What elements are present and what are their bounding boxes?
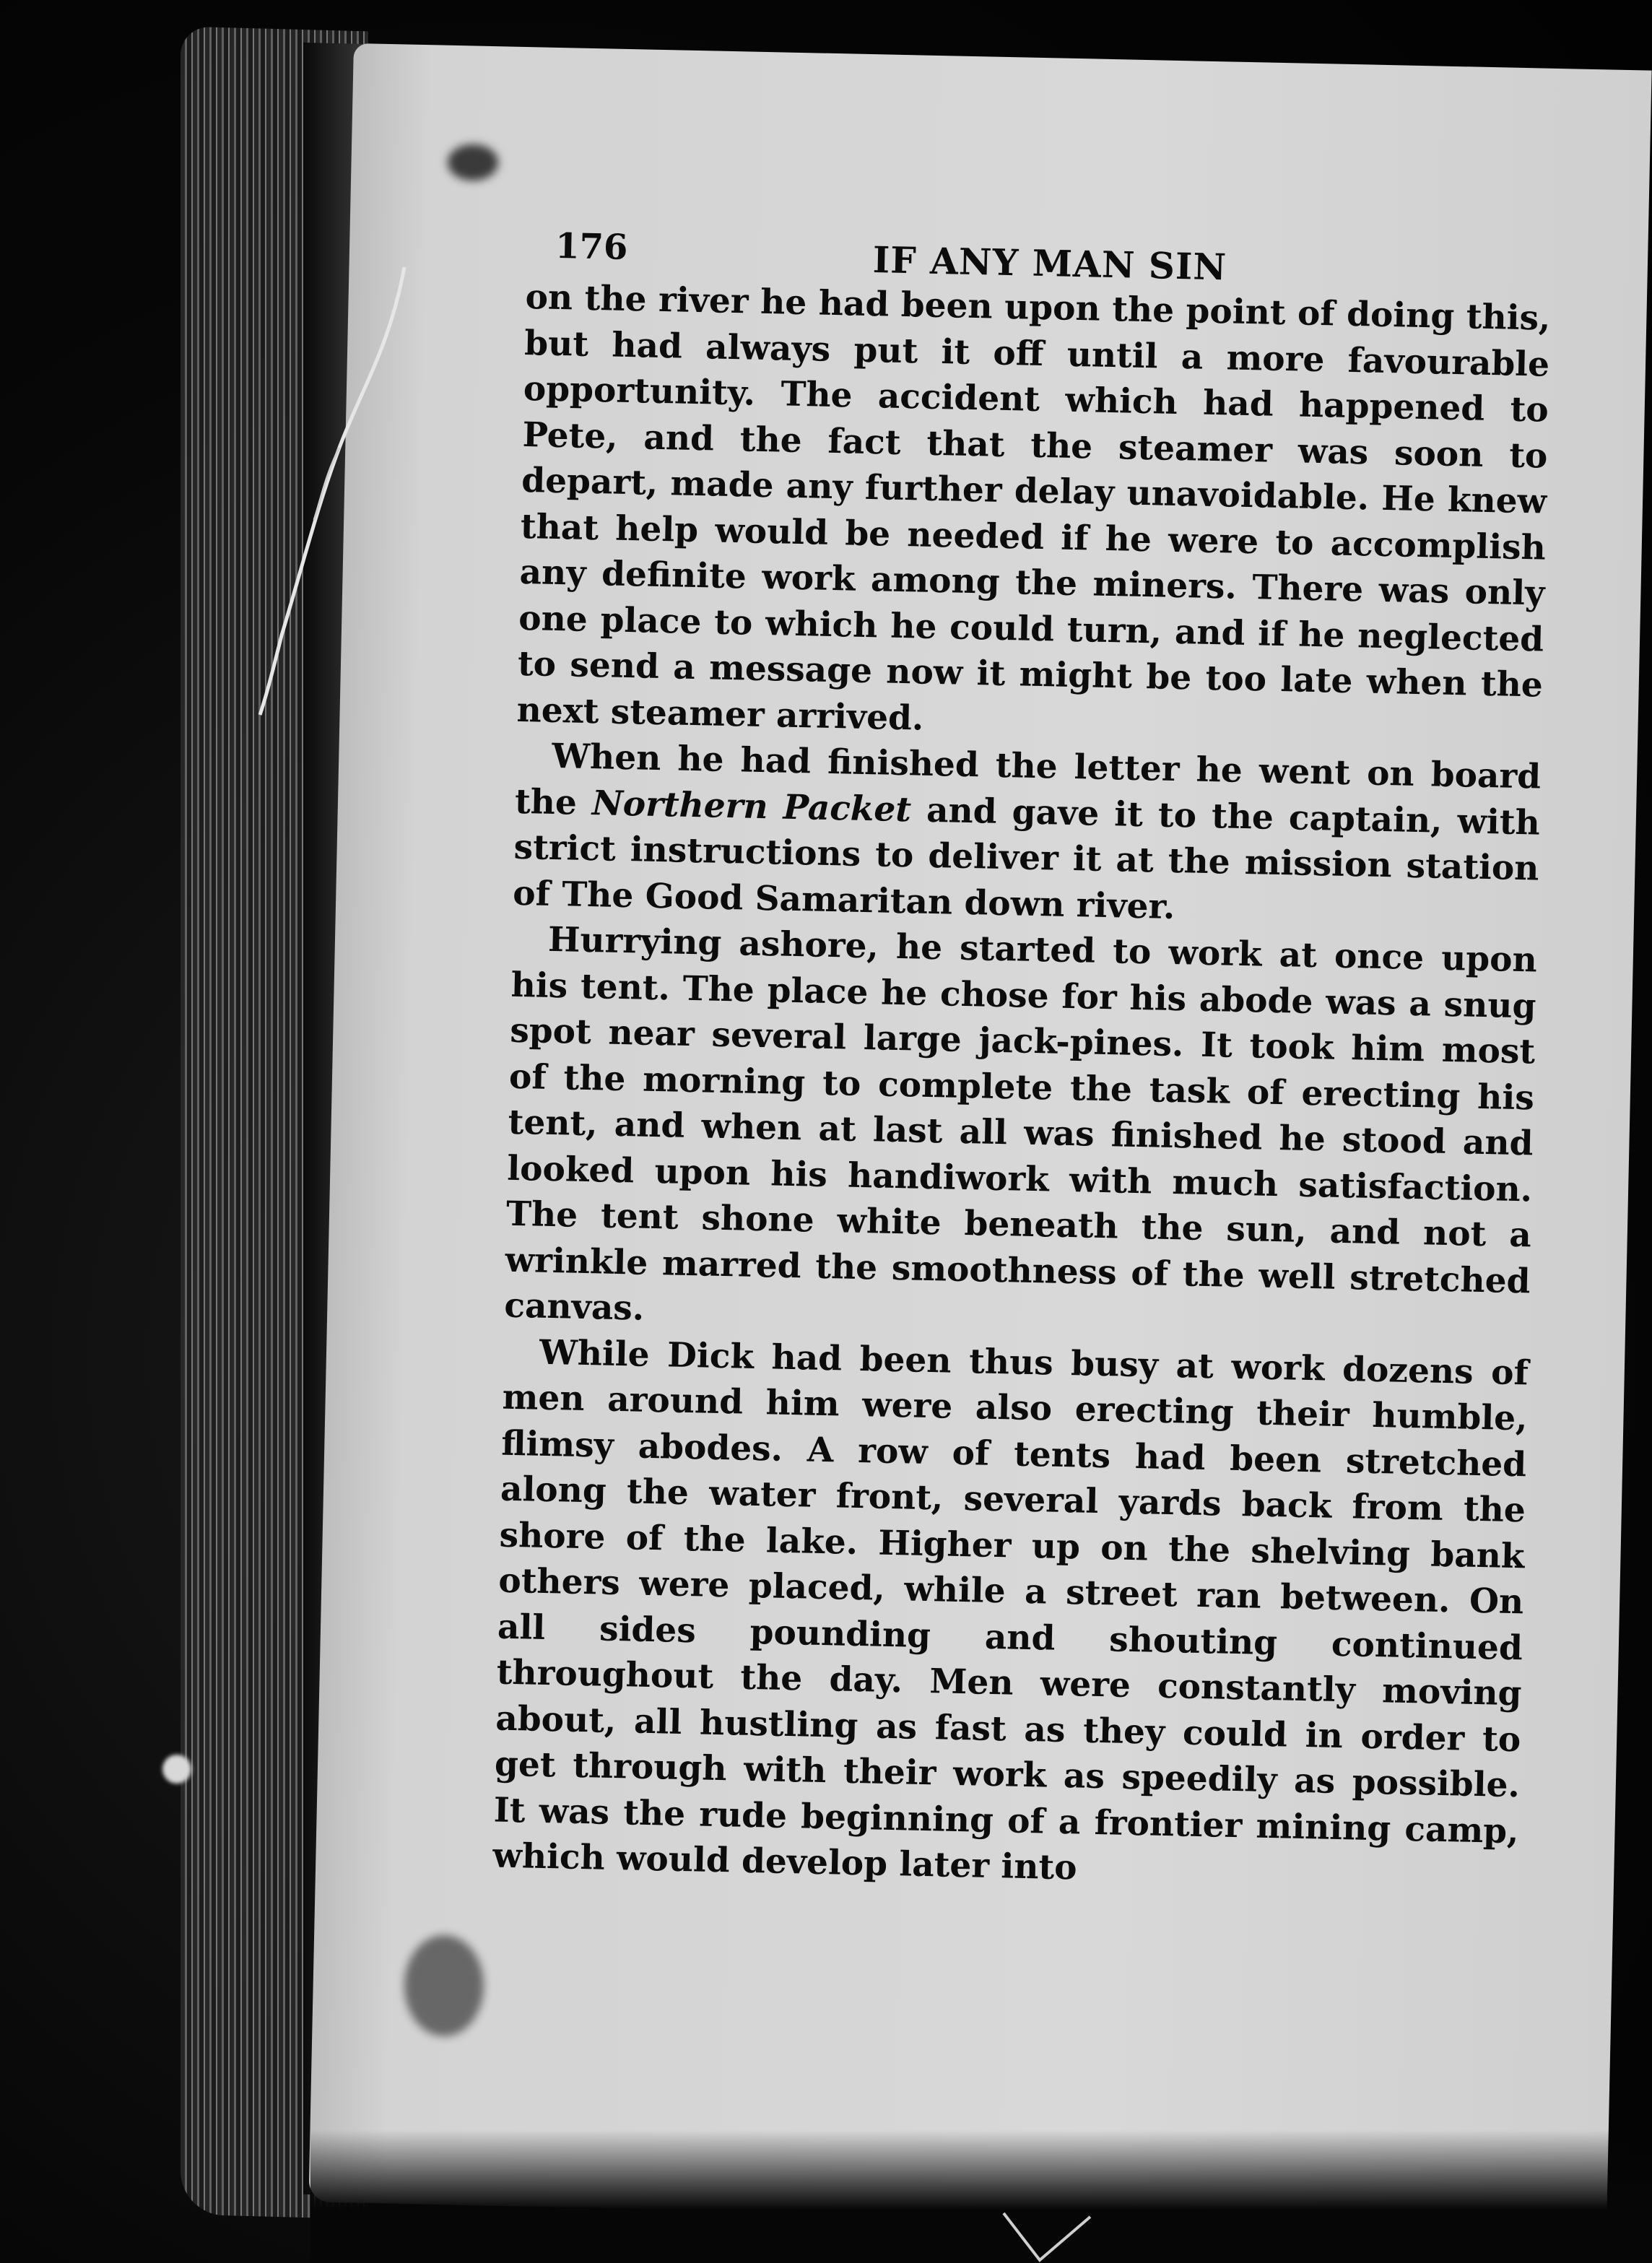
page-text <box>492 217 1552 1901</box>
page-bottom-shadow <box>310 2130 1652 2263</box>
paragraph-2-text-after: and gave it to the captain, with strict instructions to deliver it at the mission station of The Good Samaritan down river. <box>512 789 1541 927</box>
paragraph-1: on the river he had been upon the point of doing this, but had always put it off until a more favourable opportunity. The accident which had happened to Pete, and the fact that the steamer was soon to depart, made any further delay unavoidable. He knew that help would be needed if he were to accomplish any definite work among the miners. There was only one place to which he could turn, and if he neglected to send a message now it might be too late when the next steamer arrived. <box>516 277 1551 739</box>
paragraph-3: Hurrying ashore, he started to work at once upon his tent. The place he chose for his abode was a snug spot near several large jack-pines. It took him most of the morning to complete the task of erecting his tent, and when at last all was finished he stood and looked upon his handiwork with much satisfaction. The tent shone white beneath the sun, and not a wrinkle marred the smoothness of the well stretched canvas. <box>503 919 1538 1329</box>
light-blot <box>162 1755 191 1784</box>
ship-name: Northern Packet <box>591 783 912 830</box>
paper-crease-mark <box>996 2210 1097 2263</box>
page-number: 176 <box>555 225 628 268</box>
paragraph-2 <box>513 733 1542 938</box>
paragraph-4: While Dick had been thus busy at work dozens of men around him were also erecting their humble, flimsy abodes. A row of tents had been stretched along the water front, several yards back from the shore of the lake. Higher up on the shelving bank others were placed, while a street ran between. On all sides pounding and shouting continued throughout the day. Men were constantly moving about, all hustling as fast as they could in order to get through with their work as speedily as possible. It was the rude beginning of a frontier mining camp, which would develop later into <box>492 1332 1529 1888</box>
ink-blot <box>448 144 498 181</box>
ink-blot <box>404 1935 484 2036</box>
scan-scratch-mark <box>253 260 426 722</box>
running-title: IF ANY MAN SIN <box>872 238 1227 289</box>
paragraph-2-text-before: When he had finished the letter he went on board the <box>514 736 1542 823</box>
